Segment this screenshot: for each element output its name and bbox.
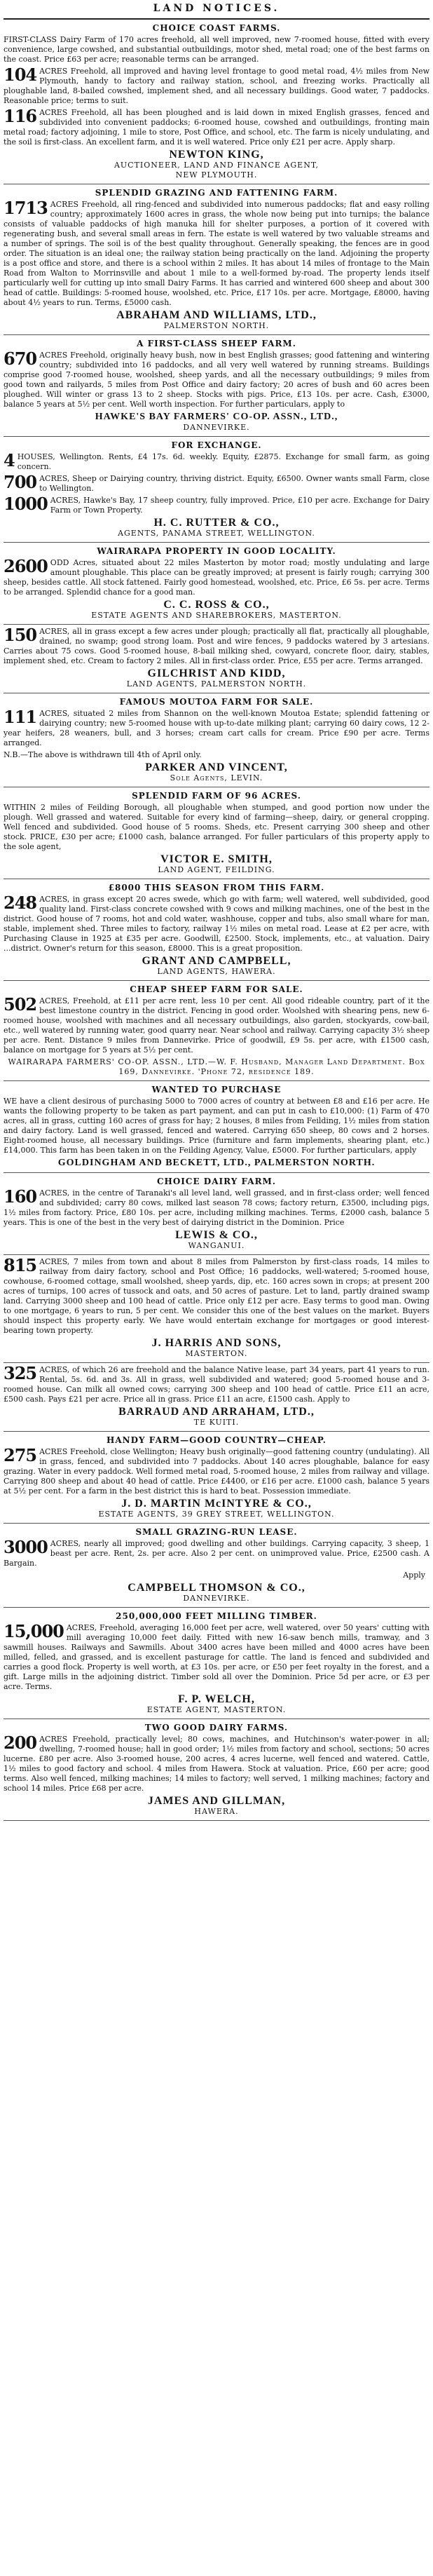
land-notice-ad: [4, 1524, 429, 1608]
land-notice-ad: [4, 1173, 429, 1255]
agent-address: HAWERA.: [194, 1807, 239, 1816]
listing: [4, 1188, 429, 1228]
listing-text: WE have a client desirous of purchasing 5000 to 7000 acres of country at between £8 and £16 per acre. He wants the following property to be taken as part payment, and can put in cash to £10,000: (1) Farm of 470 acres, all in grass, cutting 160 acres of grass for hay; 2 houses, 8 miles from Feilding, 1½ miles from station and dairy factory. Land is well grassed, fenced and watered. Carrying 650 sheep, 80 cows and 2 horses. Eight-roomed house, all necessary buildings. Price (furniture and farm implements, shearing plant, etc.) £14,000. This farm has been taken in on the Feilding Agency, Value, £5000. For further particulars, apply: [4, 1097, 429, 1155]
ad-heading: SPLENDID GRAZING AND FATTENING FARM.: [95, 188, 338, 198]
listing-number: 1713: [4, 198, 48, 218]
listing: [4, 803, 429, 852]
listing-number: 502: [4, 994, 37, 1015]
listing-text: ACRES Freehold, close Wellington; Heavy bush originally—good fattening country (undulating). All in grass, fenced, and subdivided into 7 paddocks. About 140 acres ploughable, balance for easy grazing. Water in every paddock. Well formed metal road, 5-roomed house, 2 miles from railway and village. Carrying 800 sheep and about 40 head of cattle. Price £4400, or £16 per acre. £1000 cash, balance 5 years at 5½ per cent. For a farm in the best district this is hard to beat. Possession immediate.: [4, 1447, 429, 1496]
listing-number: 15,000: [4, 1621, 64, 1641]
listing: [4, 200, 429, 308]
listing: [4, 35, 429, 65]
listing-text: ACRES, Sheep or Dairying country, thriving district. Equity, £6500. Owner wants small Farm, close to Wellington.: [39, 474, 429, 493]
listing: [4, 1447, 429, 1496]
listing: [4, 996, 429, 1055]
listing-text: ACRES, in the centre of Taranaki's all level land, well grassed, and in first-class order; well fenced and subdivided; carry 80 cows, milked last season 78 cows; factory return, £3500, including pigs, 1½ miles from factory. Price, £80 10s. per acre, including milking machines. Terms, £2000 cash, balance 5 years. This is one of the best in the very best of dairying district in the Dominion. Price: [4, 1188, 429, 1227]
listing-number: 700: [4, 472, 37, 492]
agent-address: ESTATE AGENTS AND SHAREBROKERS, MASTERTON.: [91, 611, 342, 620]
land-notice-ad: [4, 1081, 429, 1173]
land-notice-ad: [4, 184, 429, 335]
listing-number: 325: [4, 1363, 37, 1383]
agent-address: ESTATE AGENTS, 39 GREY STREET, WELLINGTON.: [98, 1510, 335, 1519]
land-notice-ad: [4, 335, 429, 437]
listing-text: ODD Acres, situated about 22 miles Masterton by motor road; mostly undulating and large amount ploughable. This place can be greatly improved; at present is fairly rough; carrying 300 sheep, besides cattle. All stock fattened. Fairly good homestead, woolshed, etc. Price, £6 5s. per acre. Terms to be arranged. Splendid chance for a good man.: [4, 558, 429, 597]
ad-heading: CHOICE DAIRY FARM.: [156, 1177, 277, 1186]
agent-name: H. C. RUTTER & CO.,: [153, 517, 280, 529]
listing-number: 4: [4, 450, 15, 470]
listing: [4, 627, 429, 666]
agent-name: BARRAUD AND ARRAHAM, LTD.,: [118, 1406, 315, 1418]
land-notice-ad: [4, 437, 429, 543]
land-notice-ad: [4, 693, 429, 787]
listing-text: ACRES Freehold, all improved and having level frontage to good metal road, 4½ miles from New Plymouth, handy to factory and railway station, school, and freezing works. Practically all ploughable land, 8-bailed cowshed, implement shed, and all necessary buildings. Good water, 7 paddocks. Reasonable price; terms to suit.: [4, 67, 429, 105]
listing-text: ACRES, Freehold, at £11 per acre rent, less 10 per cent. All good rideable country, part of it the best limestone country in the district. Fencing in good order. Woolshed with shearing pens, new 6-roomed house, woolshed with machines and all necessary outbuildings, also garden, stockyards, cow-bail, etc., well watered by running water, good quarry near. Near school and railway. Carrying capacity 3½ sheep per acre. Rent. Distance 9 miles from Dannevirke. Price of goodwill, £9 5s. per acre, with £1500 cash, balance on mortgage for 5 years at 5½ per cent.: [4, 996, 429, 1055]
listing-text: ACRES, in grass except 20 acres swede, which go with farm; well watered, well subdivided, good quality land. First-class concrete cowshed with 9 cows and milking machines, one of the best in the district. Good house of 7 rooms, hot and cold water, washhouse, copper and tubs, also small whare for man, stable, implement shed. Three miles to factory, railway 1½ miles on metal road. Lease at £2 per acre, with Purchasing Clause in 1925 at £35 per acre. Goodwill, £2500. Stock, implements, etc., at valuation. Dairy ...district. Owner's return for this season, £8000. This is a great proposition.: [4, 895, 429, 953]
listing-text: ACRES, situated 2 miles from Shannon on the well-known Moutoa Estate; splendid fattening or dairying country; new 5-roomed house with up-to-date milking plant; carrying 60 dairy cows, 12 2-year heifers, 28 weaners, bull, and 3 horses; cream cart calls for cream. Price £90 per acre. Terms arranged.: [4, 709, 429, 747]
land-notice-ad: [4, 543, 429, 625]
agent-name: ABRAHAM AND WILLIAMS, LTD.,: [116, 309, 317, 321]
agent-address: LAND AGENTS, HAWERA.: [157, 967, 276, 976]
agent-address: ESTATE AGENT, MASTERTON.: [146, 1705, 287, 1714]
ad-note: N.B.—The above is withdrawn till 4th of April only.: [4, 750, 202, 759]
listing: [4, 1257, 429, 1336]
listing: [4, 67, 429, 106]
agent-name: PARKER AND VINCENT,: [145, 761, 288, 773]
agent-name: HAWKE'S BAY FARMERS' CO-OP. ASSN., LTD.,: [95, 412, 338, 422]
listing: [4, 452, 429, 472]
listing: [4, 1097, 429, 1155]
listing: [4, 895, 429, 954]
ad-heading: HANDY FARM—GOOD COUNTRY—CHEAP.: [106, 1435, 327, 1445]
land-notice-ad: [4, 1608, 429, 1719]
listing-number: 200: [4, 1733, 37, 1753]
agent-address: PALMERSTON NORTH.: [163, 321, 270, 330]
land-notice-ad: [4, 1719, 429, 1821]
agent-name: GOLDINGHAM AND BECKETT, LTD., PALMERSTON NORTH.: [57, 1158, 376, 1168]
listing-number: 670: [4, 348, 37, 369]
listing-number: 116: [4, 106, 37, 126]
agent-name: GILCHRIST AND KIDD,: [147, 667, 286, 679]
listing: [4, 496, 429, 515]
listing: [4, 348, 429, 409]
agent-address: DANNEVIRKE.: [183, 1594, 250, 1603]
listing-text: ACRES, all in grass except a few acres under plough; practically all flat, practically all ploughable, drained, no swamp; good strong loam. Post and wire fences, 9 paddocks watered by 3 artesians. Carries about 75 cows. Good 5-roomed house, 8-bail milking shed, cowyard, concrete floor, dairy, stables, implement shed, etc. Cream to factory 2 miles. All in first-class order. Price, £55 per acre. Terms arranged.: [4, 627, 429, 665]
listing-number: 815: [4, 1255, 37, 1275]
listing-number: 150: [4, 625, 37, 645]
agent-address: TE KUITI.: [193, 1418, 240, 1427]
listing-number: 3000: [4, 1537, 48, 1557]
agent-address: MASTERTON.: [185, 1349, 248, 1358]
listing: [4, 1735, 429, 1794]
agent-name: J. D. MARTIN McINTYRE & CO.,: [121, 1498, 312, 1510]
land-notice-ad: [4, 1432, 429, 1524]
ad-heading: CHOICE COAST FARMS.: [152, 23, 281, 33]
listing-number: 248: [4, 893, 37, 913]
listing: [4, 709, 429, 748]
land-notice-ad: [4, 1255, 429, 1363]
listing-text: ACRES Freehold, all ring-fenced and subdivided into numerous paddocks; flat and easy rolling country; approximately 1600 acres in grass, the whole now being put into turnips; the balance consists of valuable paddocks of high manuka hill for shelter purposes, a portion of it covered with regenerating bush, and several small areas in fern. The estate is well watered by two valuable streams and a number of springs. The soil is of the best quality throughout. Generally speaking, the fences are in good order. The situation is an ideal one; the railway station being practically on the land. Adjoining the property is a post office and store, and there is a school within 2 miles. It has about 14 miles of frontage to the Main Road from Walton to Morrinsville and about 1 mile to a well-formed by-road. The property lends itself particularly well for cutting up into small Dairy Farms. It has carried and wintered 600 sheep and about 300 head of cattle. Buildings: 5-roomed house, woolshed, etc. Price, £17 10s. per acre. Mortgage, £8000, having about 4½ years to run. Terms, £5000 cash.: [4, 200, 429, 307]
ads-column: [4, 20, 429, 1821]
listing-number: 275: [4, 1445, 37, 1465]
agent-address: AUCTIONEER, LAND AND FINANCE AGENT,: [114, 161, 319, 170]
agent-address: DANNEVIRKE.: [183, 423, 250, 432]
listing-number: 111: [4, 707, 37, 727]
ad-heading: WAIRARAPA PROPERTY IN GOOD LOCALITY.: [97, 546, 336, 556]
ad-heading: FOR EXCHANGE.: [171, 440, 262, 450]
agent-address: LAND AGENTS, PALMERSTON NORTH.: [126, 679, 307, 689]
listing-text: ACRES, of which 26 are freehold and the balance Native lease, part 34 years, part 41 years to run. Rental, 5s. 6d. and 3s. All in grass, well subdivided and watered; good 5-roomed house and 3-roomed house. Can milk all owned cows; carrying 300 sheep and 100 head of cattle. Price £11 an acre, £500 cash. Pays £21 per acre. Price all in grass. Price £11 an acre, £1500 cash. Apply to: [4, 1365, 429, 1404]
listing-number: 104: [4, 65, 37, 85]
ad-heading: FAMOUS MOUTOA FARM FOR SALE.: [119, 697, 314, 707]
agent-address: WAIRARAPA FARMERS' CO-OP. ASSN., LTD.—W. F. Husband, Manager Land Department. Box 169, Dannevirke. 'Phone 72, residence 189.: [8, 1057, 425, 1076]
listing: [4, 1623, 429, 1692]
listing-text: ACRES, Freehold, averaging 16,000 feet per acre, well watered, over 50 years' cutting with mill averaging 10,000 feet daily. Fitted with new 16-saw bench mills, tramway, and 3 sawmill houses. Railways and Sawmills. About 3400 acres have been milled and 4000 acres have been milled, felled, and grassed, and is excellent pasturage for cattle. The land is fenced and subdivided and carries a good flock. Property is well worth, at £3 10s. per acre, or £50 per feet royalty in the forest, and a gift. Large mills in the adjoining district. Timber sold all over the Dominion. Price 5d per acre, or £3 per acre. Terms.: [4, 1623, 429, 1691]
ad-heading: 250,000,000 FEET MILLING TIMBER.: [116, 1611, 317, 1621]
listing: [4, 474, 429, 494]
agent-name: GRANT AND CAMPBELL,: [142, 955, 291, 967]
land-notice-ad: [4, 787, 429, 879]
listing-text: ACRES Freehold, all has been ploughed and is laid down in mixed English grasses, fenced and subdivided into convenient paddocks; 6-roomed house, cowshed and outbuildings, fronting main metal road; factory adjoining, 1 mile to store, Post Office, and school, etc. The farm is nicely undulating, and the soil is first-class. An excellent farm, and it is well watered. Price only £21 per acre. Apply sharp.: [4, 108, 429, 147]
ad-apply: Apply: [403, 1571, 425, 1580]
agent-address: Sole Agents, LEVIN.: [170, 773, 263, 782]
section-title: LAND NOTICES.: [4, 1, 429, 20]
land-notice-ad: [4, 879, 429, 981]
ad-heading: WANTED TO PURCHASE: [151, 1085, 282, 1094]
listing-number: 160: [4, 1186, 37, 1207]
agent-address: LAND AGENT, FEILDING.: [158, 865, 275, 874]
agent-name: JAMES AND GILLMAN,: [147, 1795, 286, 1807]
agent-name: C. C. ROSS & CO.,: [163, 599, 270, 611]
listing-text: WITHIN 2 miles of Feilding Borough, all ploughable when stumped, and good portion now under the plough. Well grassed and watered. Suitable for every kind of farming—sheep, dairy, or general cropping. Well fenced and subdivided. Good house of 5 rooms. Sheds, etc. Present carrying 300 sheep and other stock. PRICE, £30 per acre; £1000 cash, balance arranged. For fuller particulars of this property apply to the sole agent,: [4, 803, 429, 851]
listing-text: ACRES Freehold, practically level; 80 cows, machines, and Hutchinson's water-power in all; dwelling, 7-roomed house; hall in good order; 1½ miles from factory and school, sections; 50 acres lucerne. £80 per acre. Also 3-roomed house, 200 acres, 4 acres lucerne, well fenced and watered. Cattle, 1½ miles to good factory and school. 4 miles from Hawera. Stock at valuation. Price, £60 per acre; good terms. Also well fenced, milking machines; 14 miles to factory; well served, 1 milking machines; factory and school 14 miles. Price £68 per acre.: [4, 1735, 429, 1793]
listing: [4, 1539, 429, 1568]
ad-heading: SPLENDID FARM OF 96 ACRES.: [132, 791, 301, 801]
listing: [4, 558, 429, 597]
agent-address: WANGANUI.: [188, 1241, 245, 1250]
land-notice-ad: [4, 981, 429, 1081]
listing: [4, 1365, 429, 1404]
listing-number: 1000: [4, 494, 48, 514]
land-notice-ad: [4, 20, 429, 184]
land-notice-ad: [4, 625, 429, 693]
agent-address: AGENTS, PANAMA STREET, WELLINGTON.: [118, 529, 315, 538]
ad-heading: TWO GOOD DAIRY FARMS.: [144, 1723, 289, 1733]
listing-text: ACRES, 7 miles from town and about 8 miles from Palmerston by first-class roads, 14 miles to railway from dairy factory, school and Post Office; 16 paddocks, well-watered; 5-roomed house, cowhouse, 6-roomed cottage, small woolshed, sheep yards, dip, etc. 160 acres sown in crops; at present 200 acres of turnips, 100 acres of tussock and oats, and 50 acres of pasture. Let to land, partly drained swamp land. Carrying 3000 sheep and 100 head of cattle. Price only £12 per acre. Easy terms to good man. Owing to one mortgage, 6 years to run, 5 per cent. We consider this one of the best values on the market. Buyers should inspect this property early. We have would entertain exchange for mortgages or good interest-bearing town property.: [4, 1257, 429, 1335]
listing-text: ACRES, Hawke's Bay, 17 sheep country, fully improved. Price, £10 per acre. Exchange for Dairy Farm or Town Property.: [50, 496, 429, 515]
listing-number: 2600: [4, 556, 48, 576]
ad-heading: A FIRST-CLASS SHEEP FARM.: [137, 339, 296, 348]
agent-name: VICTOR E. SMITH,: [160, 853, 273, 865]
agent-name: NEWTON KING,: [169, 149, 264, 161]
listing-text: HOUSES, Wellington. Rents, £4 17s. 6d. weekly. Equity, £2875. Exchange for small farm, as going concern.: [17, 452, 429, 471]
agent-name: CAMPBELL THOMSON & CO.,: [128, 1582, 305, 1594]
agent-name: J. HARRIS AND SONS,: [151, 1337, 282, 1349]
ad-heading: CHEAP SHEEP FARM FOR SALE.: [130, 984, 303, 994]
listing-text: ACRES Freehold, originally heavy bush, now in best English grasses; good fattening and wintering country; subdivided into 16 paddocks, and all very well watered by running streams. Buildings comprise good 7-roomed house, woolshed, sheep yards, and all the necessary outbuildings; 9 miles from good town and railyards, 5 miles from Post Office and dairy factory; 20 acres of bush and 60 acres been ploughed. Will winter or grass 13 to 2 sheep. Stocks with pigs. Price, £13 10s. per acre. Cash, £3000, balance 5 years at 5½ per cent. Well worth inspection. For further particulars, apply to: [4, 351, 429, 409]
listing: [4, 108, 429, 147]
ad-heading: SMALL GRAZING-RUN LEASE.: [135, 1527, 298, 1537]
listing-text: ACRES, nearly all improved; good dwelling and other buildings. Carrying capacity, 3 sheep, 1 beast per acre. Rent, 2s. per acre. Also 2 per cent. on unimproved value. Price, £2500 cash. A Bargain.: [4, 1539, 429, 1568]
listing-text: FIRST-CLASS Dairy Farm of 170 acres freehold, all well improved, new 7-roomed house, fitted with every convenience, large cowshed, and substantial outbuildings, motor shed, metal road; one of the best farms on the coast. Price £63 per acre; reasonable terms can be arranged.: [4, 35, 429, 64]
agent-town: NEW PLYMOUTH.: [175, 170, 258, 179]
land-notice-ad: [4, 1363, 429, 1432]
ad-heading: £8000 THIS SEASON FROM THIS FARM.: [108, 883, 325, 893]
agent-name: LEWIS & CO.,: [175, 1229, 258, 1241]
agent-name: F. P. WELCH,: [178, 1693, 255, 1705]
